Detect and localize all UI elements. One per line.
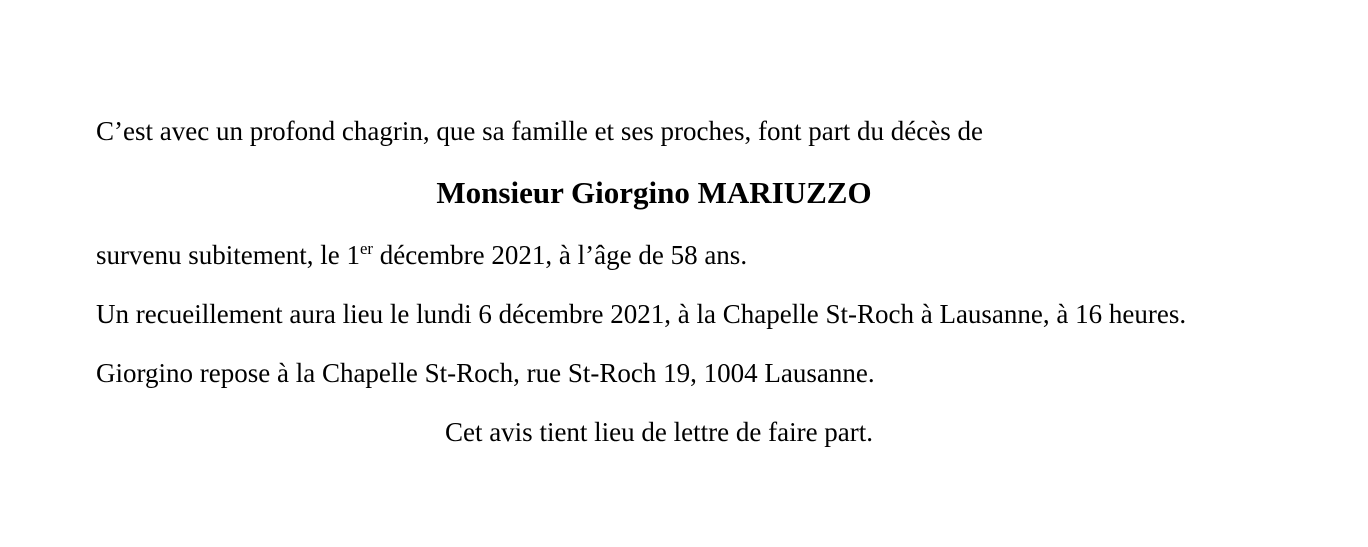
ceremony-line: Un recueillement aura lieu le lundi 6 décembre 2021, à la Chapelle St-Roch à Lausanne, à 16 heures. [96, 299, 1187, 329]
deceased-name: Monsieur Giorgino MARIUZZO [436, 175, 872, 210]
ordinal-suffix: er [359, 239, 373, 258]
death-date-suffix: décembre 2021, à l’âge de 58 ans. [372, 240, 748, 270]
death-date-prefix: survenu subitement, le 1 [96, 240, 360, 270]
closing-line: Cet avis tient lieu de lettre de faire part. [444, 417, 874, 447]
resting-place-line: Giorgino repose à la Chapelle St-Roch, rue St-Roch 19, 1004 Lausanne. [96, 358, 875, 388]
notice-intro-text: C’est avec un profond chagrin, que sa famille et ses proches, font part du décès de [96, 116, 983, 146]
death-date-line [96, 239, 1272, 270]
